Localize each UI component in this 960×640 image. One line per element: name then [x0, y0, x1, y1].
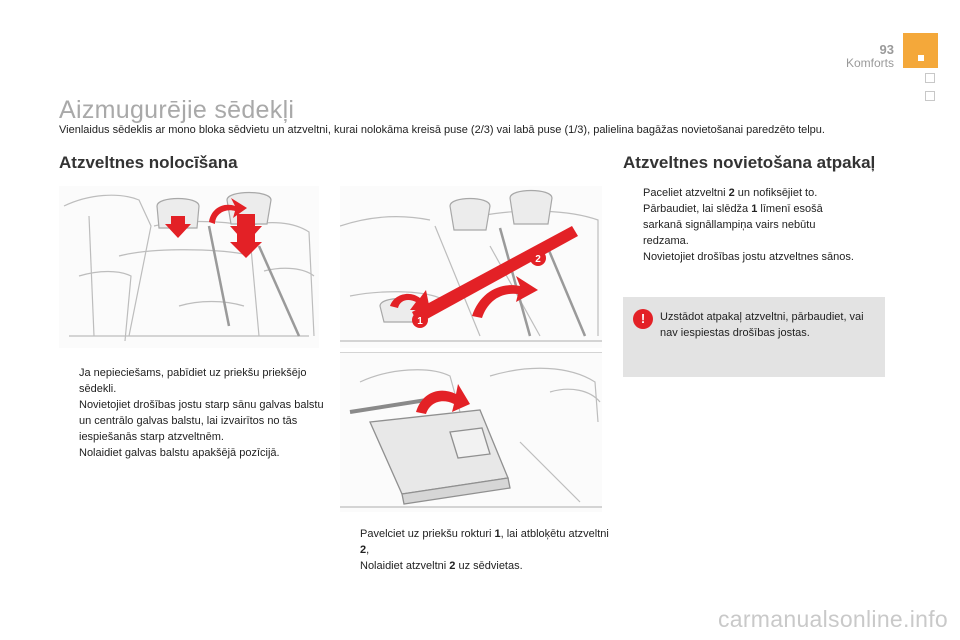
folding-backrest-illustration [340, 352, 602, 512]
step-text: , lai atbloķētu atzveltni [500, 528, 609, 540]
section-name: Komforts [845, 56, 894, 70]
list-item [59, 445, 329, 461]
chapter-tab[interactable] [925, 73, 935, 83]
step-text: Pārbaudiet, lai slēdža [643, 203, 752, 215]
step-ref-number: 1 [751, 203, 758, 215]
list-item [623, 249, 863, 265]
step-text: Nolaidiet galvas balstu apakšējā pozīcijā. [79, 447, 280, 459]
lever-label: 1 [417, 316, 423, 327]
list-item [59, 397, 329, 445]
list-item [623, 185, 863, 201]
step-text: Ja nepieciešams, pabīdiet uz priekšu priekšējo sēdekli. [79, 367, 307, 395]
warning-box [623, 297, 885, 377]
step-text: Pavelciet uz priekšu rokturi [360, 528, 495, 540]
step-text: Nolaidiet atzveltni [360, 560, 450, 572]
step-text: Paceliet atzveltni [643, 187, 729, 199]
headrest-illustration [59, 186, 319, 348]
step-text: Novietojiet drošības jostu starp sānu galvas balstu un centrālo galvas balstu, lai izvairītos no tās iespiešanās starp atzveltnēm. [79, 399, 324, 443]
chapter-tab-active[interactable] [903, 33, 938, 68]
step-text: uz sēdvietas. [455, 560, 523, 572]
list-item [340, 526, 615, 558]
step-ref-number: 2 [728, 187, 735, 199]
unlock-steps-list [340, 526, 615, 574]
step-ref-number: 1 [494, 528, 501, 540]
unlock-lever-illustration [340, 186, 602, 348]
list-item [340, 558, 615, 574]
step-text: un nofiksējiet to. [734, 187, 818, 199]
section-heading-restoring: Atzveltnes novietošana atpakaļ [623, 153, 876, 172]
step-text: līmenī esošā sarkanā signāllampiņa vairs nebūtu redzama. [643, 203, 823, 247]
watermark[interactable]: carmanualsonline.info [717, 606, 948, 632]
chapter-tab[interactable] [925, 91, 935, 101]
restoring-steps-list [623, 185, 863, 265]
step-ref-number: 2 [449, 560, 456, 572]
intro-text: Vienlaidus sēdeklis ar mono bloka sēdvietu un atzveltni, kurai nolokāma kreisā puse (2/3) vai labā puse (1/3), palielina bagāžas novietošanai paredzēto telpu. [59, 124, 825, 136]
section-heading-folding: Atzveltnes nolocīšana [59, 153, 238, 172]
page-title: Aizmugurējie sēdekļi [59, 96, 295, 124]
list-item [59, 365, 329, 397]
list-item [623, 201, 863, 249]
folding-steps-list [59, 365, 329, 461]
warning-text: Uzstādot atpakaļ atzveltni, pārbaudiet, vai nav iespiestas drošības jostas. [660, 311, 864, 339]
warning-icon: ! [633, 309, 653, 329]
step-ref-number: 2 [360, 544, 367, 556]
step-text: , [366, 544, 370, 556]
step-text: Novietojiet drošības jostu atzveltnes sānos. [643, 251, 854, 263]
chapter-tab-marker [918, 55, 924, 61]
backrest-label: 2 [535, 254, 541, 265]
page-number: 93 [879, 42, 894, 57]
